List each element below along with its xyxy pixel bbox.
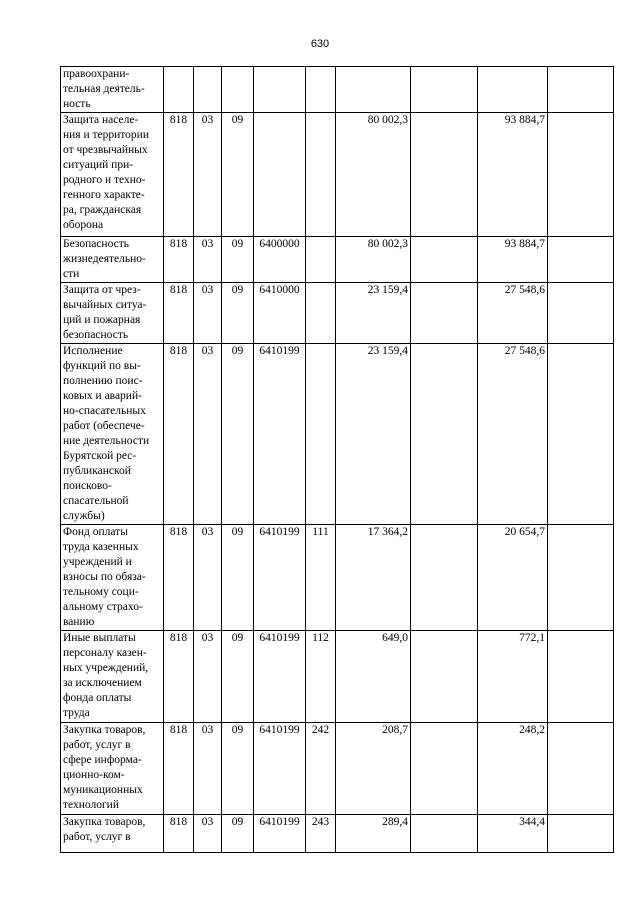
amount-4 (548, 344, 614, 525)
amount-2 (411, 113, 478, 237)
expense-type-code: 242 (306, 723, 336, 815)
amount-2 (411, 344, 478, 525)
table-row (61, 525, 614, 631)
amount-4 (548, 237, 614, 283)
table-row (61, 67, 614, 113)
amount-1: 17 364,2 (336, 525, 411, 631)
subsection-code: 09 (222, 815, 254, 853)
row-name: Закупка товаров, работ, услуг в сфере информа- ционно-ком- муникационных технологий (61, 723, 164, 815)
budget-table (60, 66, 614, 853)
target-article-code: 6410199 (254, 631, 306, 723)
ved-code: 818 (164, 113, 194, 237)
amount-4 (548, 723, 614, 815)
amount-3: 93 884,7 (478, 113, 548, 237)
section-code: 03 (194, 344, 222, 525)
amount-3: 27 548,6 (478, 344, 548, 525)
amount-2 (411, 525, 478, 631)
amount-1: 80 002,3 (336, 113, 411, 237)
amount-3: 772,1 (478, 631, 548, 723)
section-code: 03 (194, 237, 222, 283)
amount-1: 208,7 (336, 723, 411, 815)
amount-2 (411, 815, 478, 853)
row-name: Иные выплаты персоналу казен- ных учреждений, за исключением фонда оплаты труда (61, 631, 164, 723)
amount-3: 93 884,7 (478, 237, 548, 283)
subsection-code: 09 (222, 344, 254, 525)
target-article-code: 6410199 (254, 525, 306, 631)
amount-4 (548, 815, 614, 853)
row-name: Безопасность жизнедеятельно- сти (61, 237, 164, 283)
ved-code: 818 (164, 344, 194, 525)
amount-1 (336, 67, 411, 113)
expense-type-code (306, 344, 336, 525)
section-code: 03 (194, 723, 222, 815)
amount-4 (548, 283, 614, 344)
subsection-code: 09 (222, 525, 254, 631)
target-article-code: 6410199 (254, 815, 306, 853)
section-code: 03 (194, 283, 222, 344)
section-code (194, 67, 222, 113)
ved-code: 818 (164, 631, 194, 723)
amount-3: 344,4 (478, 815, 548, 853)
amount-2 (411, 723, 478, 815)
expense-type-code (306, 237, 336, 283)
table-row (61, 815, 614, 853)
subsection-code: 09 (222, 631, 254, 723)
ved-code (164, 67, 194, 113)
target-article-code (254, 113, 306, 237)
amount-1: 649,0 (336, 631, 411, 723)
section-code: 03 (194, 631, 222, 723)
ved-code: 818 (164, 283, 194, 344)
subsection-code (222, 67, 254, 113)
amount-4 (548, 525, 614, 631)
row-name: Фонд оплаты труда казенных учреждений и взносы по обяза- тельному соци- альному страхо- ванию (61, 525, 164, 631)
amount-4 (548, 113, 614, 237)
ved-code: 818 (164, 723, 194, 815)
amount-4 (548, 631, 614, 723)
amount-3 (478, 67, 548, 113)
page-number: 630 (310, 38, 330, 50)
table-row (61, 631, 614, 723)
table-row (61, 237, 614, 283)
subsection-code: 09 (222, 237, 254, 283)
amount-1: 23 159,4 (336, 344, 411, 525)
target-article-code: 6400000 (254, 237, 306, 283)
expense-type-code (306, 113, 336, 237)
section-code: 03 (194, 113, 222, 237)
amount-1: 289,4 (336, 815, 411, 853)
amount-1: 23 159,4 (336, 283, 411, 344)
expense-type-code: 243 (306, 815, 336, 853)
subsection-code: 09 (222, 283, 254, 344)
subsection-code: 09 (222, 113, 254, 237)
amount-3: 27 548,6 (478, 283, 548, 344)
ved-code: 818 (164, 815, 194, 853)
amount-3: 20 654,7 (478, 525, 548, 631)
table-row (61, 283, 614, 344)
amount-3: 248,2 (478, 723, 548, 815)
amount-2 (411, 283, 478, 344)
target-article-code: 6410000 (254, 283, 306, 344)
amount-2 (411, 631, 478, 723)
ved-code: 818 (164, 525, 194, 631)
subsection-code: 09 (222, 723, 254, 815)
section-code: 03 (194, 525, 222, 631)
row-name: Защита от чрез- вычайных ситуа- ций и пожарная безопасность (61, 283, 164, 344)
row-name: Исполнение функций по вы- полнению поис- ковых и аварий- но-спасательных работ (обеспече- ние деятельности Бурятской рес- публиканской поисково- спасательной службы) (61, 344, 164, 525)
amount-1: 80 002,3 (336, 237, 411, 283)
target-article-code (254, 67, 306, 113)
table-row (61, 723, 614, 815)
table-row (61, 113, 614, 237)
table-row (61, 344, 614, 525)
ved-code: 818 (164, 237, 194, 283)
expense-type-code: 111 (306, 525, 336, 631)
target-article-code: 6410199 (254, 723, 306, 815)
row-name: правоохрани- тельная деятель- ность (61, 67, 164, 113)
amount-2 (411, 67, 478, 113)
target-article-code: 6410199 (254, 344, 306, 525)
expense-type-code: 112 (306, 631, 336, 723)
row-name: Закупка товаров, работ, услуг в (61, 815, 164, 853)
amount-2 (411, 237, 478, 283)
row-name: Защита населе- ния и территории от чрезвычайных ситуаций при- родного и техно- генного характе- ра, гражданская оборона (61, 113, 164, 237)
amount-4 (548, 67, 614, 113)
section-code: 03 (194, 815, 222, 853)
expense-type-code (306, 283, 336, 344)
expense-type-code (306, 67, 336, 113)
